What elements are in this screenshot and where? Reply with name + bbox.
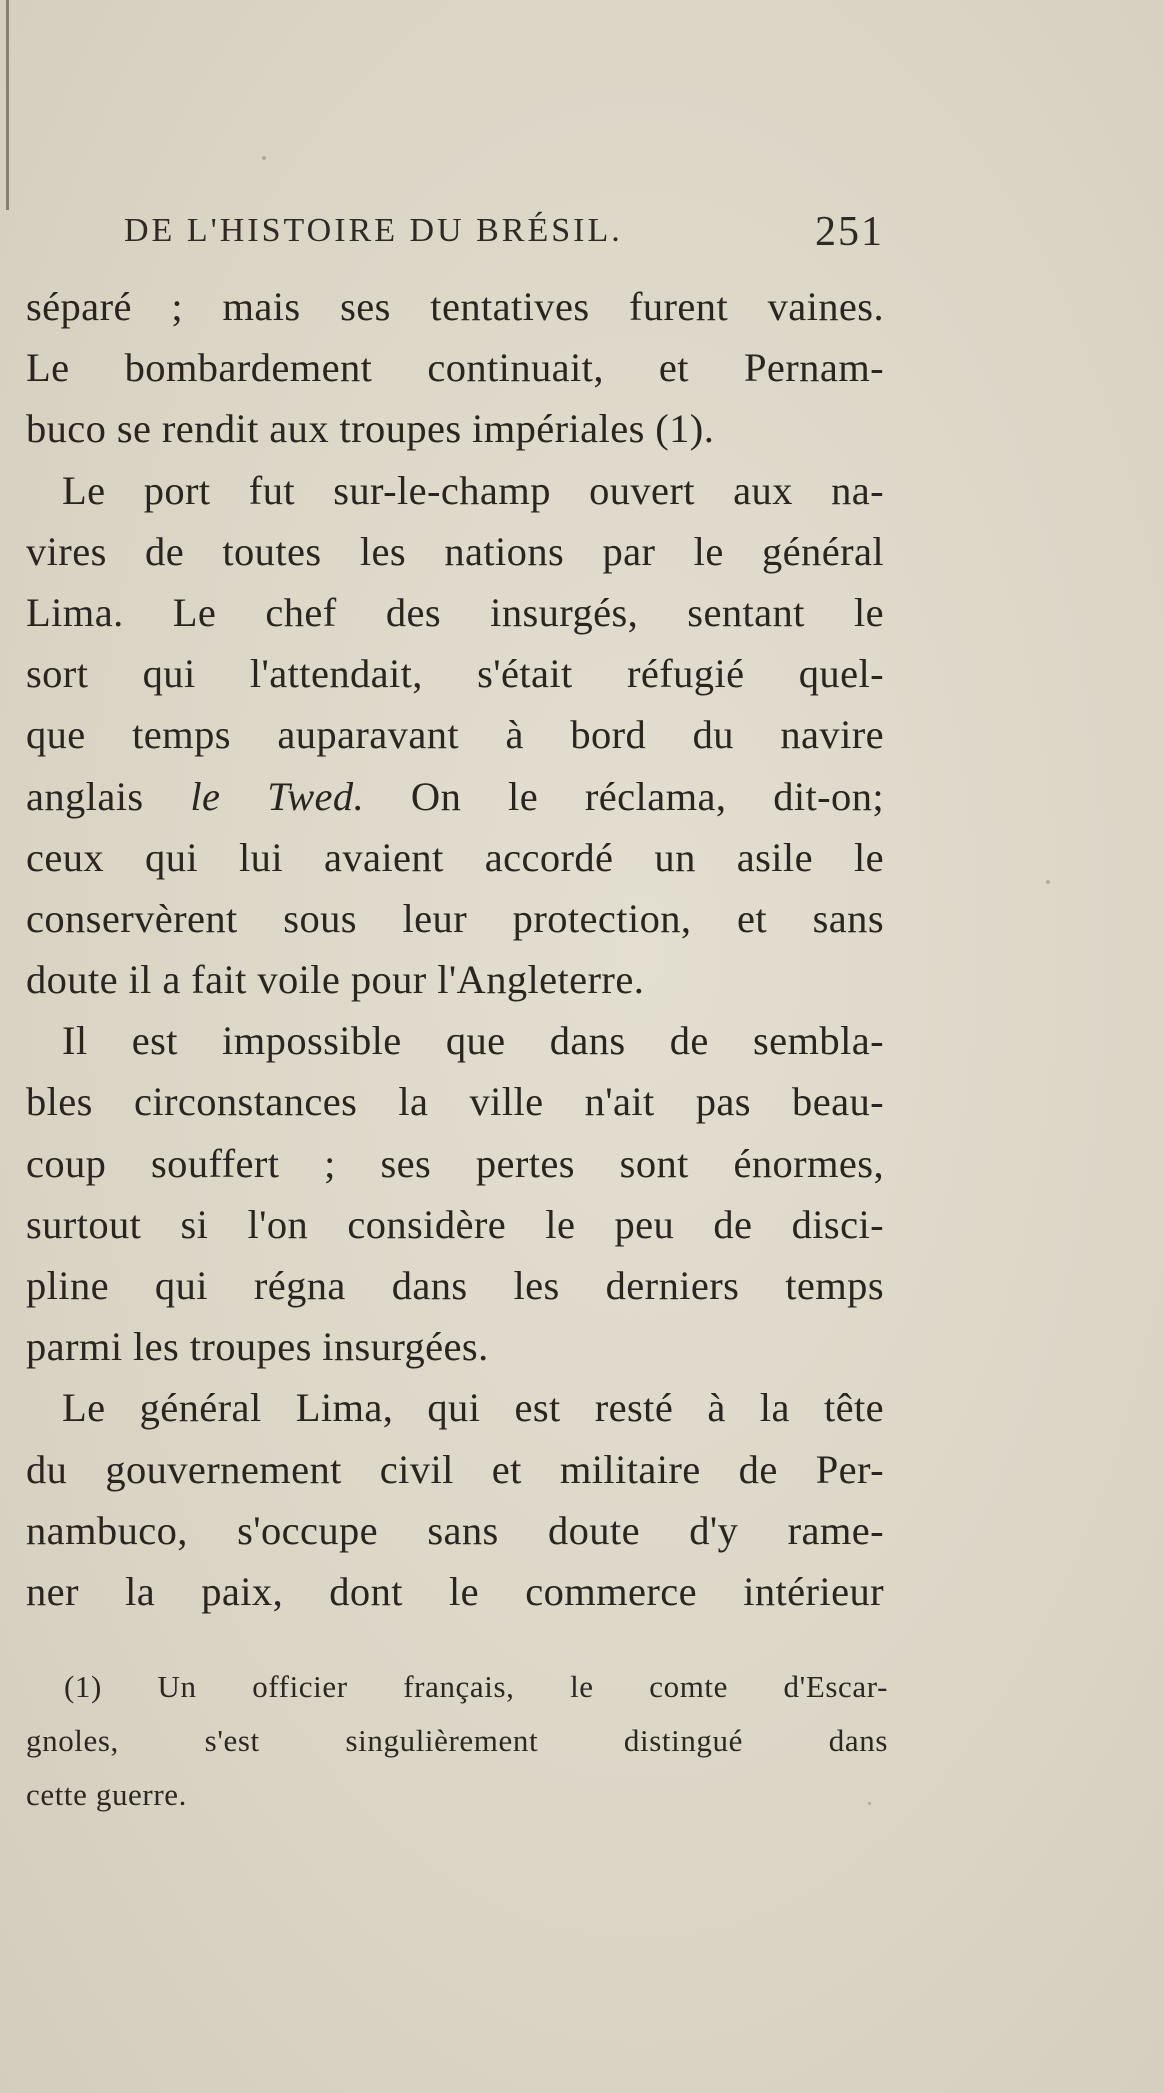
body-text — [26, 276, 884, 1622]
text-line: nambuco, s'occupe sans doute d'y rame- — [26, 1507, 884, 1553]
footnote-line: cette guerre. — [26, 1777, 187, 1812]
text-line: bles circonstances la ville n'ait pas beau- — [26, 1079, 884, 1125]
footnote — [26, 1660, 888, 1822]
text-line: Le bombardement continuait, et Pernam- — [26, 345, 884, 391]
ship-name: le Twed. — [190, 773, 365, 819]
text-line-italic — [26, 766, 884, 827]
text-line: buco se rendit aux troupes impériales (1). — [26, 406, 715, 452]
text-line: du gouvernement civil et militaire de Per- — [26, 1446, 884, 1492]
text-line: sort qui l'attendait, s'était réfugié quel- — [26, 651, 884, 697]
footnote-line: gnoles, s'est singulièrement distingué dans — [26, 1723, 888, 1758]
text-line: Le port fut sur-le-champ ouvert aux na- — [62, 467, 884, 513]
running-head: DE L'HISTOIRE DU BRÉSIL. — [124, 212, 623, 249]
text-line: que temps auparavant à bord du navire — [26, 712, 884, 758]
text-line: parmi les troupes insurgées. — [26, 1324, 489, 1370]
page-number: 251 — [815, 209, 884, 255]
text-line: ner la paix, dont le commerce intérieur — [26, 1568, 884, 1614]
text-line: coup souffert ; ses pertes sont énormes, — [26, 1140, 884, 1186]
text-line: Lima. Le chef des insurgés, sentant le — [26, 589, 884, 635]
text-line: ceux qui lui avaient accordé un asile le — [26, 834, 884, 880]
paper-speck — [868, 1802, 871, 1805]
text-line: pline qui régna dans les derniers temps — [26, 1263, 884, 1308]
footnote-line: (1) Un officier français, le comte d'Escar- — [64, 1669, 888, 1704]
text-fragment: On le réclama, dit-on; — [364, 773, 884, 819]
text-fragment: anglais — [26, 773, 191, 819]
paper-speck — [262, 156, 266, 160]
page-header — [124, 206, 884, 266]
text-line: Il est impossible que dans de sembla- — [62, 1018, 884, 1064]
text-line: séparé ; mais ses tentatives furent vaines. — [26, 284, 884, 329]
text-line: conservèrent sous leur protection, et sans — [26, 895, 884, 941]
text-line: surtout si l'on considère le peu de disci- — [26, 1201, 884, 1247]
paper-speck — [1046, 880, 1050, 884]
text-line: vires de toutes les nations par le général — [26, 528, 884, 574]
binding-edge — [6, 0, 9, 210]
text-line: doute il a fait voile pour l'Angleterre. — [26, 957, 645, 1003]
text-line: Le général Lima, qui est resté à la tête — [62, 1385, 884, 1431]
